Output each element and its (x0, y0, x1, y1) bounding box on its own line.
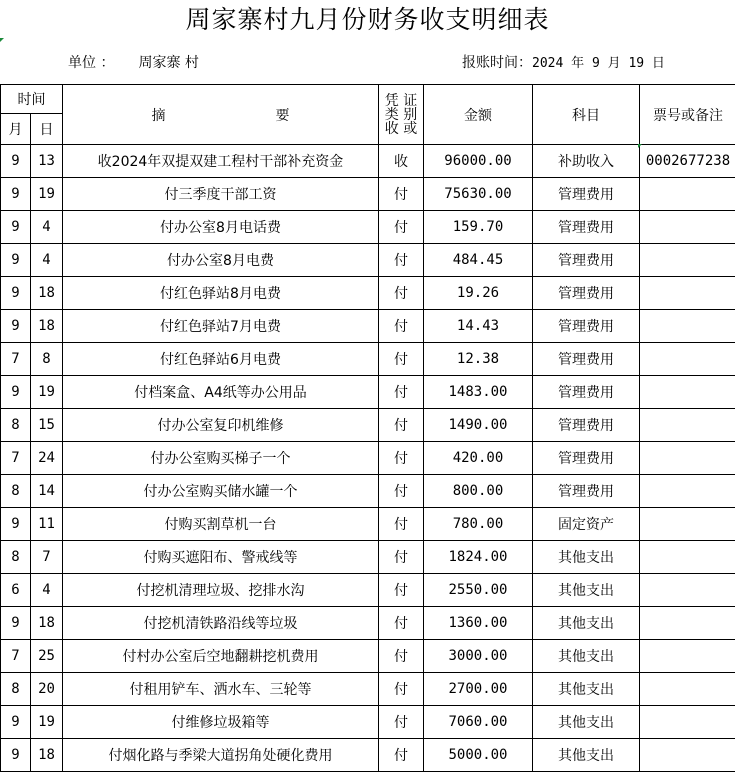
cell-summary: 付红色驿站6月电费 (63, 343, 379, 376)
cell-subject: 管理费用 (533, 211, 640, 244)
header-month: 月 (1, 114, 31, 145)
cell-month: 9 (1, 739, 31, 772)
cell-voucher-type: 付 (379, 574, 424, 607)
table-row (1, 244, 735, 277)
cell-month: 7 (1, 343, 31, 376)
cell-amount: 420.00 (424, 442, 533, 475)
cell-amount: 780.00 (424, 508, 533, 541)
cell-summary: 付租用铲车、洒水车、三轮等 (63, 673, 379, 706)
header-summary (63, 85, 379, 145)
cell-day: 11 (31, 508, 63, 541)
cell-voucher-type: 付 (379, 508, 424, 541)
cell-voucher-type: 付 (379, 376, 424, 409)
cell-day: 14 (31, 475, 63, 508)
cell-month: 8 (1, 673, 31, 706)
cell-day: 4 (31, 244, 63, 277)
cell-day: 4 (31, 211, 63, 244)
cell-subject: 管理费用 (533, 244, 640, 277)
cell-voucher-type: 收 (379, 145, 424, 178)
cell-voucher-type: 付 (379, 673, 424, 706)
cell-voucher-type: 付 (379, 277, 424, 310)
cell-note (640, 640, 735, 673)
cell-day: 18 (31, 277, 63, 310)
report-date-label: 报账时间： (462, 55, 532, 71)
cell-month: 9 (1, 211, 31, 244)
cell-subject: 其他支出 (533, 640, 640, 673)
cell-note (640, 607, 735, 640)
table-row (1, 178, 735, 211)
cell-day: 19 (31, 706, 63, 739)
cell-summary: 收2024年双提双建工程村干部补充资金 (63, 145, 379, 178)
cell-summary: 付办公室复印机维修 (63, 409, 379, 442)
cell-note (640, 310, 735, 343)
unit-line (68, 50, 199, 76)
cell-month: 9 (1, 310, 31, 343)
cell-subject: 管理费用 (533, 310, 640, 343)
cell-summary: 付红色驿站8月电费 (63, 277, 379, 310)
table-row (1, 145, 735, 178)
cell-note (640, 475, 735, 508)
report-date-line (462, 50, 665, 76)
header-subject: 科目 (533, 85, 640, 145)
cell-month: 9 (1, 376, 31, 409)
cell-amount: 12.38 (424, 343, 533, 376)
cell-month: 9 (1, 178, 31, 211)
cell-amount: 484.45 (424, 244, 533, 277)
cell-voucher-type: 付 (379, 706, 424, 739)
cell-note (640, 739, 735, 772)
cell-summary: 付挖机清理垃圾、挖排水沟 (63, 574, 379, 607)
header-day: 日 (31, 114, 63, 145)
page-title: 周家寨村九月份财务收支明细表 (0, 0, 735, 40)
table-row (1, 541, 735, 574)
cell-month: 8 (1, 541, 31, 574)
table-row (1, 442, 735, 475)
table-row (1, 277, 735, 310)
cell-subject: 其他支出 (533, 673, 640, 706)
cell-month: 9 (1, 508, 31, 541)
cell-subject: 管理费用 (533, 178, 640, 211)
cell-amount: 1360.00 (424, 607, 533, 640)
cell-subject: 管理费用 (533, 343, 640, 376)
cell-amount: 7060.00 (424, 706, 533, 739)
cell-voucher-type: 付 (379, 640, 424, 673)
cell-amount: 19.26 (424, 277, 533, 310)
cell-summary: 付购买割草机一台 (63, 508, 379, 541)
table-row (1, 343, 735, 376)
cell-voucher-type: 付 (379, 739, 424, 772)
cell-amount: 1824.00 (424, 541, 533, 574)
cell-note (640, 706, 735, 739)
cell-note (640, 673, 735, 706)
cell-day: 8 (31, 343, 63, 376)
cell-summary: 付三季度干部工资 (63, 178, 379, 211)
cell-summary: 付维修垃圾箱等 (63, 706, 379, 739)
table-row (1, 574, 735, 607)
cell-note (640, 277, 735, 310)
table-row (1, 607, 735, 640)
cell-subject: 其他支出 (533, 607, 640, 640)
cell-voucher-type: 付 (379, 541, 424, 574)
cell-voucher-type: 付 (379, 343, 424, 376)
cell-subject: 其他支出 (533, 541, 640, 574)
cell-subject: 管理费用 (533, 475, 640, 508)
cell-amount: 75630.00 (424, 178, 533, 211)
cell-marker-icon (638, 144, 642, 148)
cell-subject: 管理费用 (533, 409, 640, 442)
cell-note (640, 541, 735, 574)
cell-day: 13 (31, 145, 63, 178)
table-row (1, 376, 735, 409)
cell-note (640, 409, 735, 442)
table-row (1, 706, 735, 739)
header-amount: 金额 (424, 85, 533, 145)
cell-month: 8 (1, 409, 31, 442)
cell-day: 19 (31, 178, 63, 211)
cell-summary: 付挖机清铁路沿线等垃圾 (63, 607, 379, 640)
cell-amount: 5000.00 (424, 739, 533, 772)
table-row (1, 475, 735, 508)
cell-subject: 补助收入 (533, 145, 640, 178)
table-row (1, 211, 735, 244)
cell-voucher-type: 付 (379, 211, 424, 244)
cell-summary: 付村办公室后空地翻耕挖机费用 (63, 640, 379, 673)
table-row (1, 673, 735, 706)
cell-note (640, 244, 735, 277)
header-time: 时间 (1, 85, 63, 114)
cell-amount: 159.70 (424, 211, 533, 244)
cell-summary: 付购买遮阳布、警戒线等 (63, 541, 379, 574)
table-row (1, 508, 735, 541)
cell-voucher-type: 付 (379, 178, 424, 211)
cell-day: 25 (31, 640, 63, 673)
cell-amount: 2550.00 (424, 574, 533, 607)
unit-value: 周家寨 村 (138, 55, 198, 71)
cell-month: 9 (1, 244, 31, 277)
cell-day: 18 (31, 739, 63, 772)
cell-month: 7 (1, 640, 31, 673)
cell-amount: 800.00 (424, 475, 533, 508)
cell-summary: 付红色驿站7月电费 (63, 310, 379, 343)
cell-note (640, 211, 735, 244)
unit-label: 单位 ： (68, 55, 114, 71)
cell-day: 20 (31, 673, 63, 706)
cell-month: 6 (1, 574, 31, 607)
cell-summary: 付办公室购买梯子一个 (63, 442, 379, 475)
cell-month: 9 (1, 607, 31, 640)
table-row (1, 739, 735, 772)
cell-note (640, 442, 735, 475)
cell-voucher-type: 付 (379, 244, 424, 277)
cell-day: 18 (31, 310, 63, 343)
cell-voucher-type: 付 (379, 409, 424, 442)
cell-subject: 管理费用 (533, 277, 640, 310)
cell-month: 9 (1, 706, 31, 739)
cell-note (640, 508, 735, 541)
cell-note (640, 376, 735, 409)
cell-day: 15 (31, 409, 63, 442)
header-row-1 (1, 85, 735, 114)
cell-subject: 固定资产 (533, 508, 640, 541)
cell-note (640, 178, 735, 211)
cell-voucher-type: 付 (379, 607, 424, 640)
cell-month: 8 (1, 475, 31, 508)
cell-note: 0002677238 (640, 145, 735, 178)
cell-note (640, 343, 735, 376)
cell-amount: 3000.00 (424, 640, 533, 673)
cell-subject: 其他支出 (533, 706, 640, 739)
cell-day: 18 (31, 607, 63, 640)
header-voucher-type: 凭 证 类 别 收 或 (379, 85, 424, 145)
cell-summary: 付办公室8月电费 (63, 244, 379, 277)
cell-month: 9 (1, 145, 31, 178)
cell-subject: 管理费用 (533, 376, 640, 409)
table-row (1, 409, 735, 442)
header-summary-right: 要 (276, 105, 290, 125)
cell-summary: 付办公室8月电话费 (63, 211, 379, 244)
cell-marker-icon (0, 38, 4, 42)
header-note: 票号或备注 (640, 85, 735, 145)
cell-day: 4 (31, 574, 63, 607)
cell-summary: 付烟化路与季梁大道拐角处硬化费用 (63, 739, 379, 772)
cell-day: 7 (31, 541, 63, 574)
cell-month: 7 (1, 442, 31, 475)
ledger-table (0, 84, 735, 772)
table-row (1, 640, 735, 673)
cell-day: 19 (31, 376, 63, 409)
cell-subject: 其他支出 (533, 739, 640, 772)
cell-subject: 管理费用 (533, 442, 640, 475)
cell-month: 9 (1, 277, 31, 310)
header-summary-left: 摘 (152, 105, 166, 125)
cell-amount: 96000.00 (424, 145, 533, 178)
cell-summary: 付办公室购买储水罐一个 (63, 475, 379, 508)
cell-amount: 1490.00 (424, 409, 533, 442)
cell-amount: 2700.00 (424, 673, 533, 706)
cell-note (640, 574, 735, 607)
cell-summary: 付档案盒、A4纸等办公用品 (63, 376, 379, 409)
cell-day: 24 (31, 442, 63, 475)
cell-amount: 14.43 (424, 310, 533, 343)
cell-voucher-type: 付 (379, 310, 424, 343)
report-date-value: 2024 年 9 月 19 日 (532, 56, 665, 71)
cell-voucher-type: 付 (379, 475, 424, 508)
cell-subject: 其他支出 (533, 574, 640, 607)
table-row (1, 310, 735, 343)
cell-voucher-type: 付 (379, 442, 424, 475)
cell-amount: 1483.00 (424, 376, 533, 409)
